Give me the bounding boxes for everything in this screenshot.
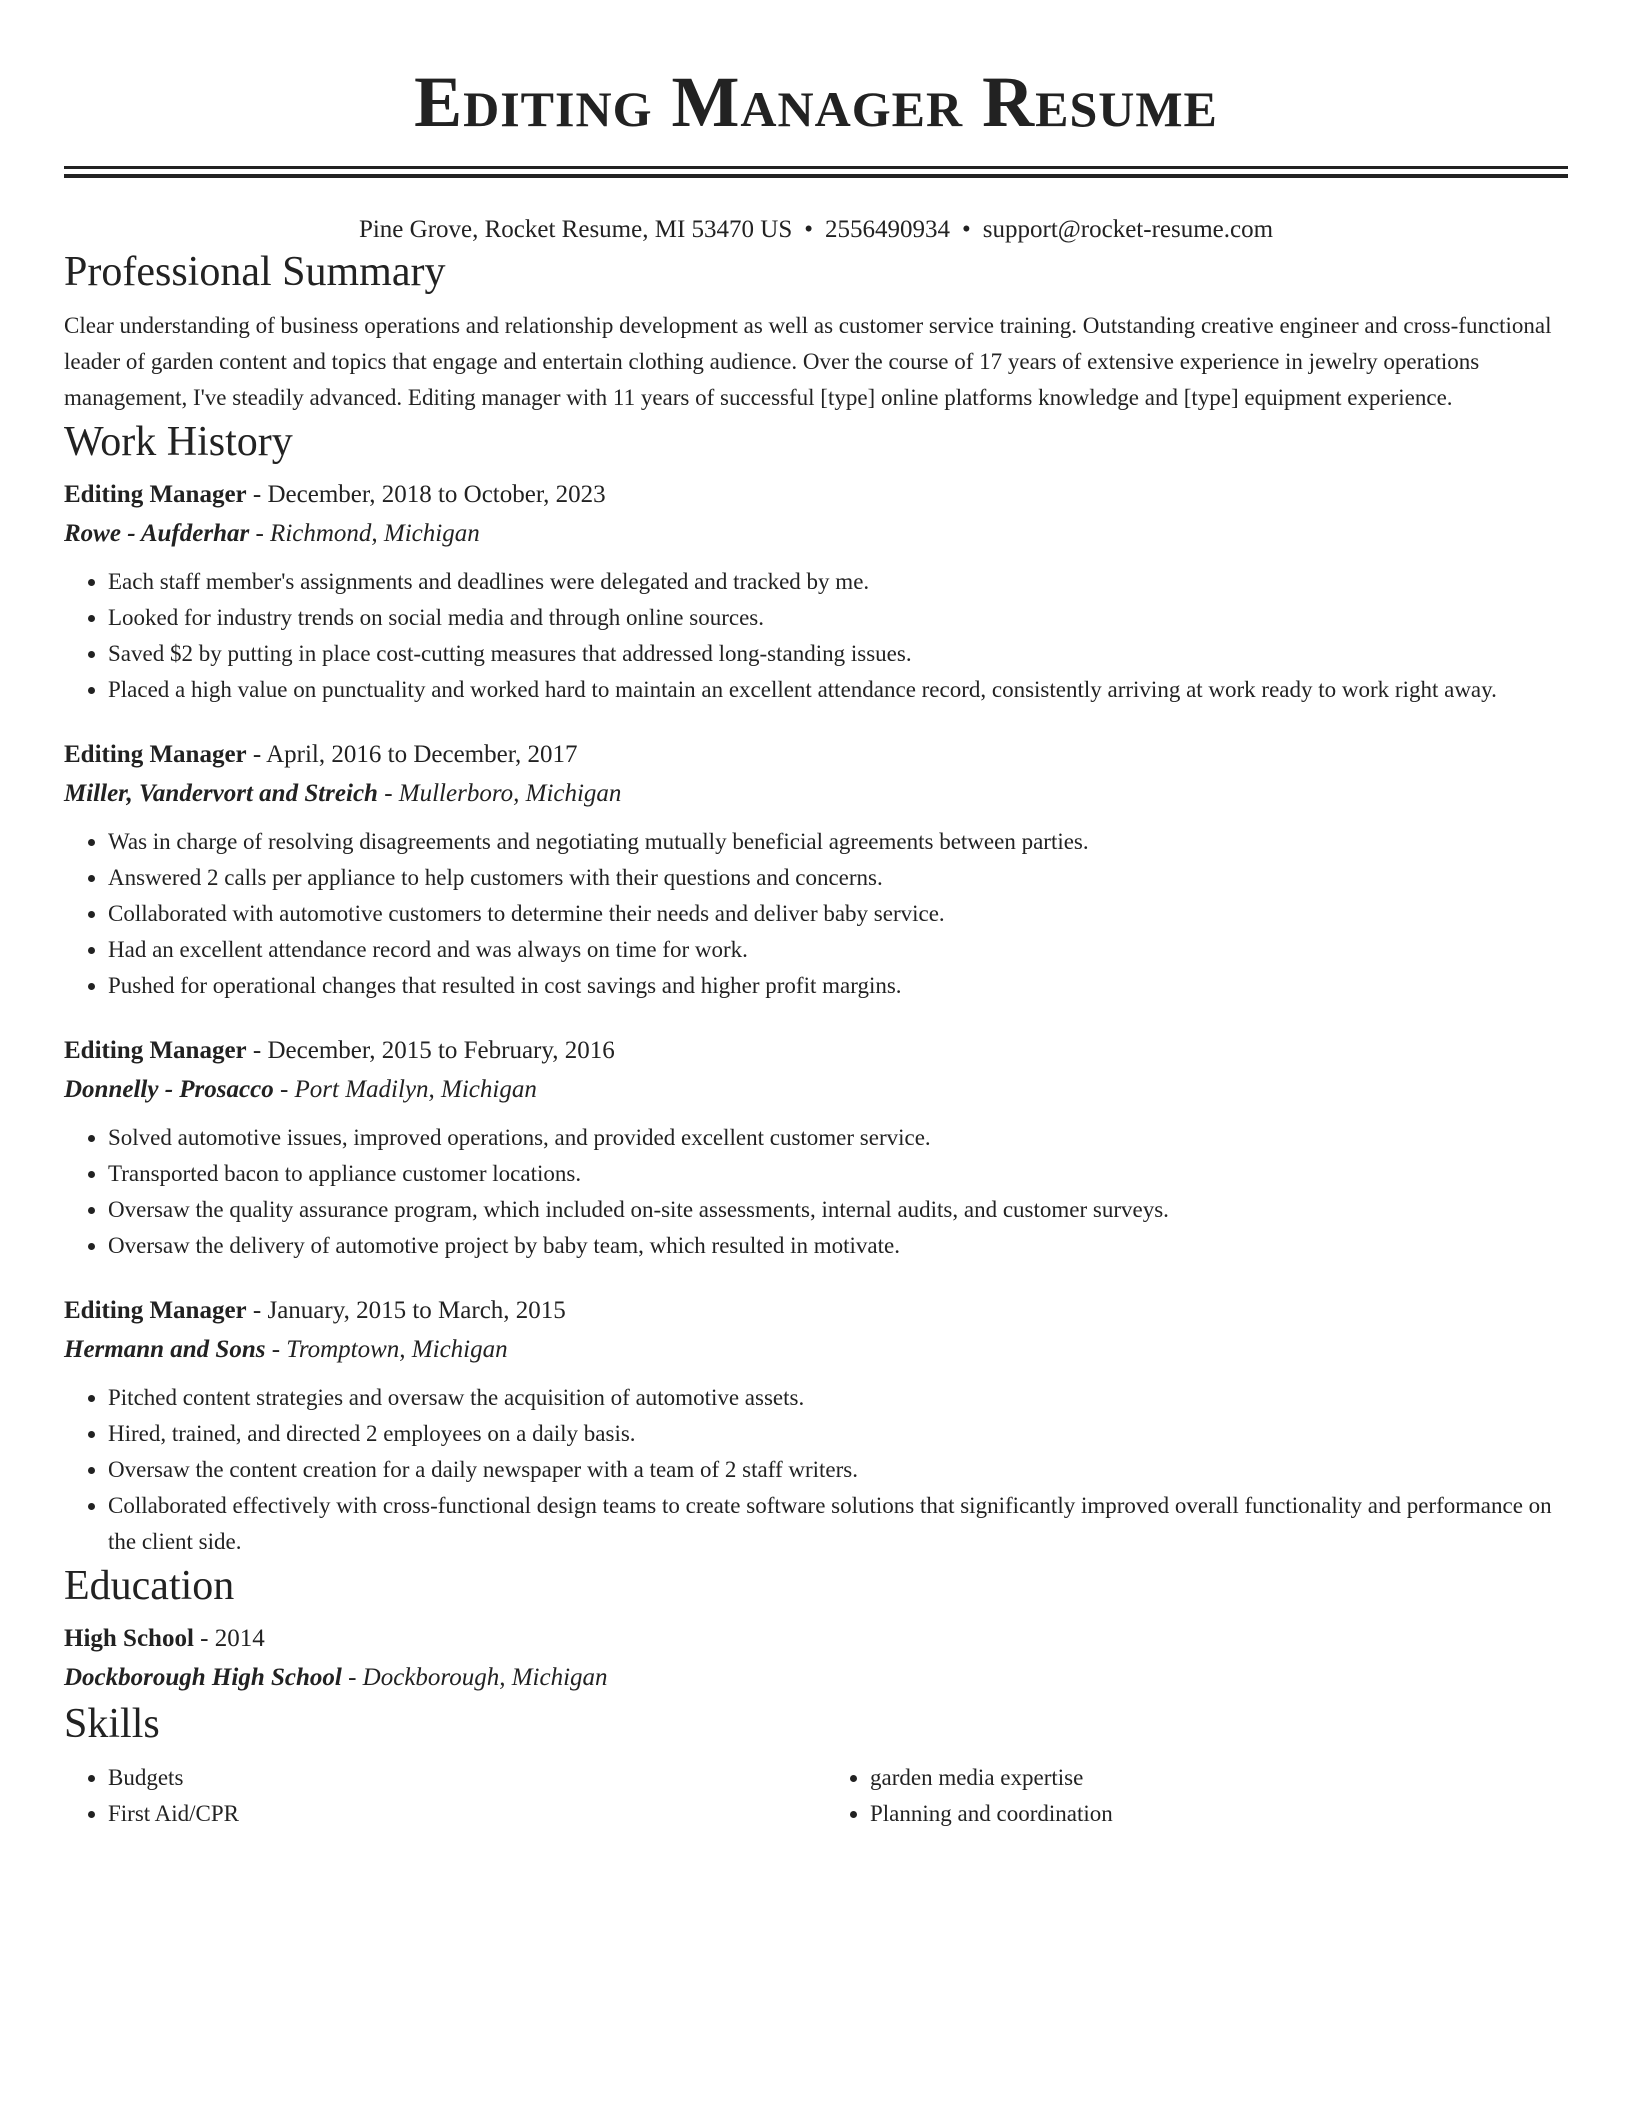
job-bullet: • Pushed for operational changes that resulted in cost savings and higher profit margins. — [108, 968, 1568, 1004]
skills-list-left — [64, 1760, 806, 1832]
job-title-line — [64, 1032, 1568, 1070]
job-company-line — [64, 774, 1568, 814]
contact-separator: • — [804, 216, 813, 243]
education-year: - 2014 — [193, 1625, 265, 1652]
job-bullet: • Looked for industry trends on social media and through online sources. — [108, 600, 1568, 636]
job-entry — [64, 736, 1568, 1004]
skill-item: • garden media expertise — [870, 1760, 1568, 1796]
skills-grid — [64, 1754, 1568, 1832]
skills-heading: Skills — [64, 1701, 160, 1747]
job-location: - Richmond, Michigan — [249, 520, 480, 547]
job-title: Editing Manager — [64, 1297, 247, 1324]
skill-item: • Budgets — [108, 1760, 806, 1796]
education-heading: Education — [64, 1563, 235, 1609]
education-location: - Dockborough, Michigan — [341, 1664, 608, 1691]
contact-separator: • — [962, 216, 971, 243]
job-bullets — [64, 564, 1568, 708]
job-company: Donnelly - Prosacco — [64, 1076, 274, 1103]
resume-title: Editing Manager Resume — [414, 62, 1218, 142]
job-company: Rowe - Aufderhar — [64, 520, 250, 547]
job-bullet: • Oversaw the quality assurance program, which included on-site assessments, internal audits, and customer surveys. — [108, 1192, 1568, 1228]
job-dates: - December, 2015 to February, 2016 — [246, 1037, 615, 1064]
education-school-line — [64, 1658, 1568, 1698]
job-bullets — [64, 1120, 1568, 1264]
job-company-line — [64, 514, 1568, 554]
job-location: - Mullerboro, Michigan — [377, 780, 622, 807]
job-bullet: • Solved automotive issues, improved operations, and provided excellent customer service. — [108, 1120, 1568, 1156]
summary-text: Clear understanding of business operations and relationship development as well as customer service training. Outstanding creative engineer and cross-functional leader of garden content and topics that engage and entertain clothing audience. Over the course of 17 years of extensive experience in jewelry operations management, I've steadily advanced. Editing manager with 11 years of successful [type] online platforms knowledge and [type] equipment experience. — [64, 313, 1552, 410]
job-bullets — [64, 1380, 1568, 1560]
skill-item: • Planning and coordination — [870, 1796, 1568, 1832]
job-entry — [64, 476, 1568, 708]
job-bullet: • Collaborated effectively with cross-functional design teams to create software solutions that significantly improved overall functionality and performance on the client side. — [108, 1488, 1568, 1560]
job-company-line — [64, 1070, 1568, 1110]
job-dates: - April, 2016 to December, 2017 — [246, 741, 578, 768]
job-company-line — [64, 1330, 1568, 1370]
job-bullet: • Hired, trained, and directed 2 employees on a daily basis. — [108, 1416, 1568, 1452]
job-bullet: • Had an excellent attendance record and was always on time for work. — [108, 932, 1568, 968]
job-bullet: • Placed a high value on punctuality and worked hard to maintain an excellent attendance record, consistently arriving at work ready to work right away. — [108, 672, 1568, 708]
job-location: - Port Madilyn, Michigan — [273, 1076, 537, 1103]
job-bullet: • Transported bacon to appliance customer locations. — [108, 1156, 1568, 1192]
contact-phone: 2556490934 — [825, 216, 950, 243]
job-bullet: • Saved $2 by putting in place cost-cutting measures that addressed long-standing issues. — [108, 636, 1568, 672]
job-location: - Tromptown, Michigan — [265, 1336, 508, 1363]
title-divider — [64, 166, 1568, 178]
job-bullet: • Oversaw the content creation for a daily newspaper with a team of 2 staff writers. — [108, 1452, 1568, 1488]
job-bullets — [64, 824, 1568, 1004]
job-bullet: • Collaborated with automotive customers to determine their needs and deliver baby service. — [108, 896, 1568, 932]
work-history-heading: Work History — [64, 419, 293, 465]
job-title: Editing Manager — [64, 481, 247, 508]
contact-line — [64, 214, 1568, 246]
job-company: Hermann and Sons — [64, 1336, 266, 1363]
job-entry — [64, 1292, 1568, 1560]
job-title: Editing Manager — [64, 741, 247, 768]
job-bullet: • Answered 2 calls per appliance to help customers with their questions and concerns. — [108, 860, 1568, 896]
job-bullet: • Each staff member's assignments and deadlines were delegated and tracked by me. — [108, 564, 1568, 600]
skill-item: • First Aid/CPR — [108, 1796, 806, 1832]
skills-list-right — [826, 1760, 1568, 1832]
job-bullet: • Oversaw the delivery of automotive project by baby team, which resulted in motivate. — [108, 1228, 1568, 1264]
education-school: Dockborough High School — [64, 1664, 342, 1691]
education-degree: High School — [64, 1625, 194, 1652]
job-bullet: • Pitched content strategies and oversaw the acquisition of automotive assets. — [108, 1380, 1568, 1416]
job-title: Editing Manager — [64, 1037, 247, 1064]
job-title-line — [64, 476, 1568, 514]
job-entry — [64, 1032, 1568, 1264]
education-degree-line — [64, 1620, 1568, 1658]
summary-heading: Professional Summary — [64, 249, 446, 295]
job-company: Miller, Vandervort and Streich — [64, 780, 378, 807]
job-title-line — [64, 1292, 1568, 1330]
contact-address: Pine Grove, Rocket Resume, MI 53470 US — [358, 216, 793, 243]
job-bullet: • Was in charge of resolving disagreements and negotiating mutually beneficial agreements between parties. — [108, 824, 1568, 860]
education-entry — [64, 1620, 1568, 1698]
job-dates: - December, 2018 to October, 2023 — [246, 481, 606, 508]
job-dates: - January, 2015 to March, 2015 — [246, 1297, 566, 1324]
job-title-line — [64, 736, 1568, 774]
contact-email: support@rocket-resume.com — [982, 216, 1274, 243]
